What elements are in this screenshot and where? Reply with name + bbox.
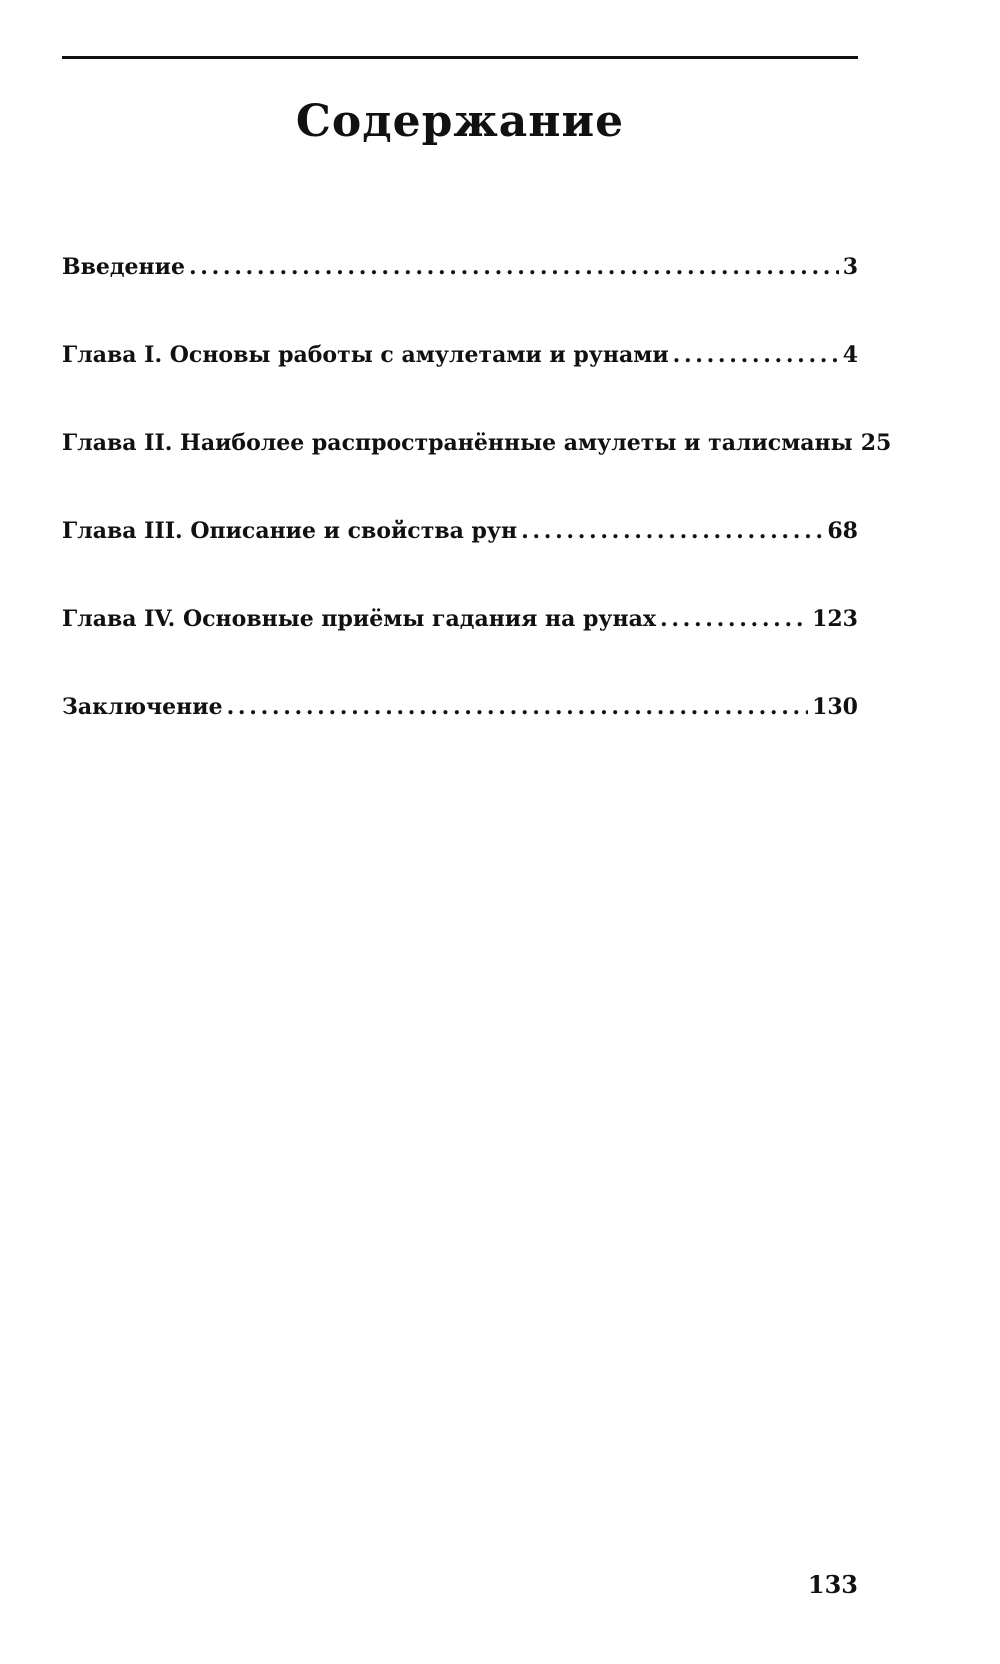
- toc-dot-leader: [227, 694, 808, 720]
- toc-entry[interactable]: [62, 694, 858, 782]
- table-of-contents: [62, 254, 892, 782]
- toc-dot-leader: [660, 606, 808, 632]
- toc-entry[interactable]: [62, 518, 858, 606]
- toc-entry-title: Заключение: [62, 694, 223, 720]
- toc-entry-title: Глава IV. Основные приёмы гадания на рунах: [62, 606, 656, 632]
- toc-entry-page: 68: [827, 518, 858, 544]
- page-title: Содержание: [295, 96, 625, 147]
- toc-entry-page: 123: [812, 606, 858, 632]
- toc-entry[interactable]: [62, 254, 858, 342]
- toc-entry-title: Глава II. Наиболее распространённые амулеты и талисманы: [62, 430, 853, 456]
- top-rule: [62, 56, 858, 59]
- toc-dot-leader: [673, 342, 839, 368]
- toc-entry-page: 25: [860, 430, 892, 456]
- toc-entry-title: Глава III. Описание и свойства рун: [62, 518, 518, 544]
- toc-dot-leader: [189, 254, 839, 280]
- toc-entry[interactable]: [62, 342, 858, 430]
- page-number: 133: [807, 1570, 858, 1599]
- toc-entry-title: Введение: [62, 254, 185, 280]
- toc-entry[interactable]: [62, 430, 892, 518]
- toc-entry-page: 130: [812, 694, 858, 720]
- toc-dot-leader: [521, 518, 823, 544]
- toc-entry-page: 3: [842, 254, 858, 280]
- toc-entry-title: Глава I. Основы работы с амулетами и рунами: [62, 342, 669, 368]
- toc-entry[interactable]: [62, 606, 858, 694]
- toc-entry-page: 4: [842, 342, 858, 368]
